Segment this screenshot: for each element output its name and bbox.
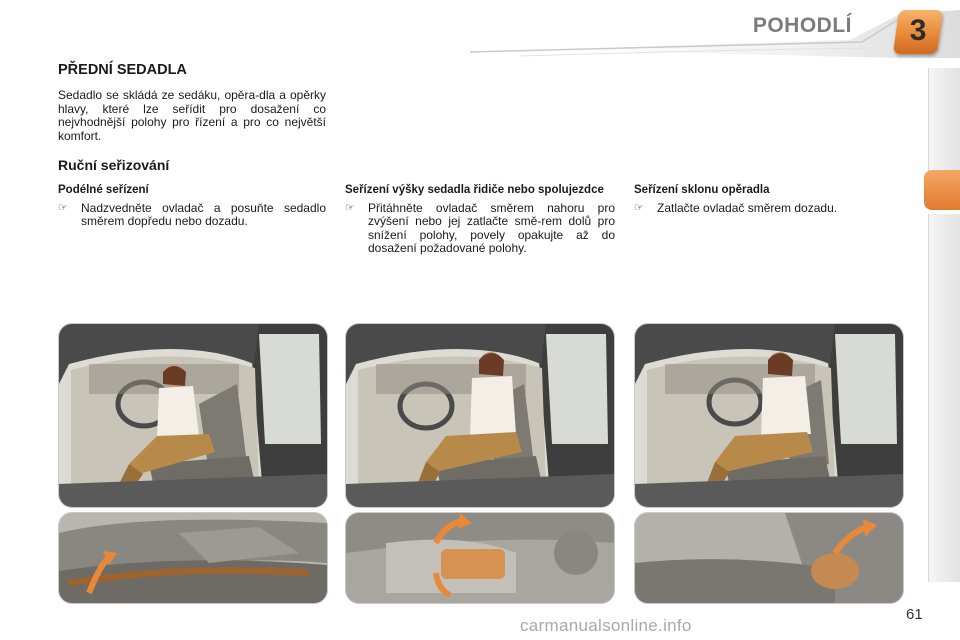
chapter-tab-5[interactable] xyxy=(928,290,960,366)
step xyxy=(345,202,615,256)
chapter-tabs xyxy=(928,68,960,582)
pointing-hand-icon: ☞ xyxy=(345,201,355,214)
chapter-tab-3-active[interactable] xyxy=(924,170,960,210)
chapter-number: 3 xyxy=(909,14,927,47)
page-header xyxy=(0,0,960,62)
step-text: Nadzvedněte ovladač a posuňte sedadlo směrem dopředu nebo dozadu. xyxy=(81,200,326,229)
chapter-tab-6[interactable] xyxy=(928,366,960,442)
intro-paragraph: Sedadlo se skládá ze sedáku, opěra-dla a opěrky hlavy, které lze seřídit pro dosažení co nejvhodnější polohy pro řízení a pro co největší komfort. xyxy=(58,88,326,143)
chapter-tab-7[interactable] xyxy=(928,442,960,518)
chapter-badge xyxy=(893,10,943,54)
watermark: carmanualsonline.info xyxy=(520,616,692,635)
step-text: Přitáhněte ovladač směrem nahoru pro zvýšení nebo jej zatlačte smě-rem dolů pro snížení polohy, povely opakujte až do dosažení požadované polohy. xyxy=(368,200,615,256)
step xyxy=(58,202,326,229)
step-text: Zatlačte ovladač směrem dozadu. xyxy=(657,200,838,215)
pointing-hand-icon: ☞ xyxy=(58,201,68,214)
driver-seat-illustration-1 xyxy=(58,323,328,508)
section-title: PŘEDNÍ SEDADLA xyxy=(58,62,187,78)
column-heading: Podélné seřízení xyxy=(58,184,149,196)
column-heading: Seřízení výšky sedadla řidiče nebo spolujezdce xyxy=(345,184,604,196)
subsection-title: Ruční seřizování xyxy=(58,157,170,173)
height-lever-detail xyxy=(345,512,615,604)
pointing-hand-icon: ☞ xyxy=(634,201,644,214)
column-backrest xyxy=(634,184,900,215)
longitudinal-lever-detail xyxy=(58,512,328,604)
driver-seat-illustration-2 xyxy=(345,323,615,508)
chapter-tab-4[interactable] xyxy=(928,214,960,290)
backrest-lever-detail xyxy=(634,512,904,604)
chapter-title: POHODLÍ xyxy=(752,14,852,37)
chapter-tab-8[interactable] xyxy=(928,518,960,582)
step xyxy=(634,202,900,216)
page-number: 61 xyxy=(906,606,923,623)
column-heading: Seřízení sklonu opěradla xyxy=(634,184,770,196)
column-longitudinal xyxy=(58,184,326,229)
driver-seat-illustration-3 xyxy=(634,323,904,508)
column-height xyxy=(345,184,615,256)
